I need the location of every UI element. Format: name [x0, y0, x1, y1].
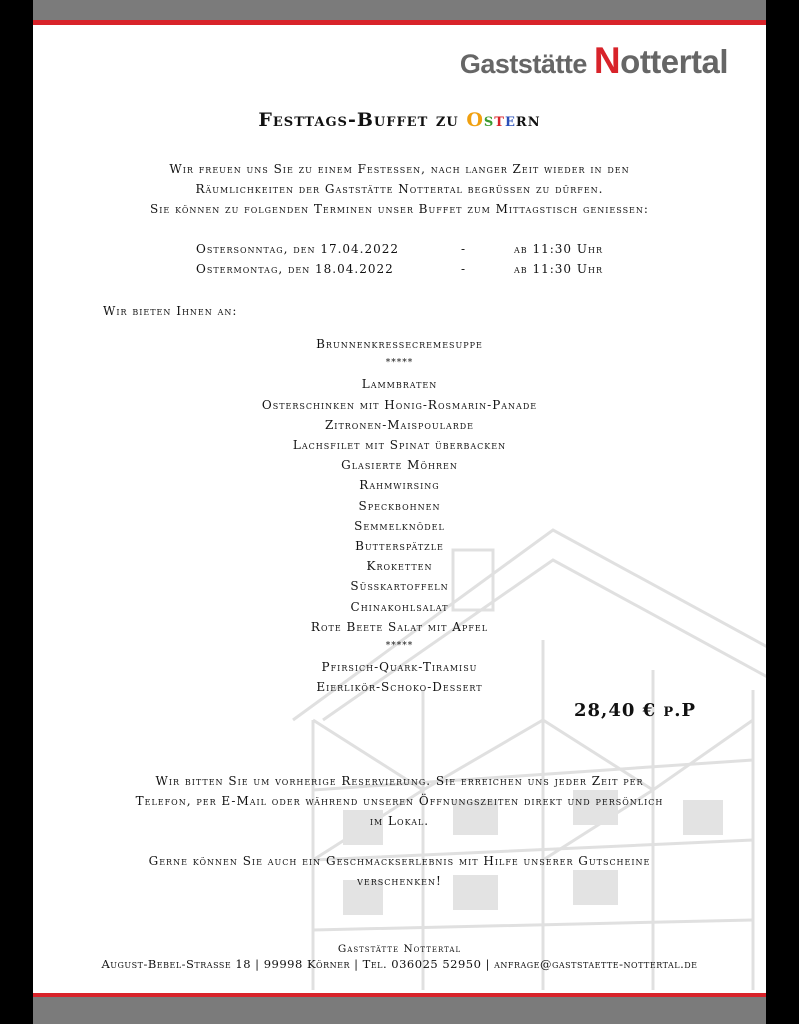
menu-item: Chinakohlsalat — [350, 600, 449, 614]
footer-business-name: Gaststätte Nottertal — [337, 943, 462, 955]
menu-item: Semmelknödel — [354, 519, 445, 533]
reservation-line: im Lokal. — [369, 814, 430, 828]
menu-item: Lachsfilet mit Spinat überbacken — [292, 438, 507, 452]
date-day: Ostersonntag, den 17.04.2022 — [196, 242, 400, 256]
intro-line: Wir freuen uns Sie zu einem Festessen, nach langer Zeit wieder in den — [169, 162, 630, 176]
menu-item: Osterschinken mit Honig-Rosmarin-Panade — [261, 398, 538, 412]
menu-item: Brunnenkressecremesuppe — [316, 337, 483, 351]
menu-item: Rote Beete Salat mit Apfel — [310, 620, 489, 634]
brand-logo: Gaststätte Nottertal — [459, 40, 728, 81]
date-time: ab 11:30 Uhr — [514, 262, 603, 276]
menu-item: Glasierte Möhren — [341, 458, 458, 472]
top-red-stripe — [33, 20, 766, 25]
reservation-line: Telefon, per E-Mail oder während unseren Öffnungszeiten direkt und persönlich — [135, 794, 664, 808]
bottom-gray-bar — [33, 997, 766, 1024]
footer-address: August-Bebel-Strasse 18 | 99998 Körner | Tel. 036025 52950 | anfrage@gaststaette-nottertal.de — [101, 957, 698, 971]
menu-item: Lammbraten — [361, 377, 438, 391]
voucher-line: verschenken! — [357, 874, 442, 888]
date-time: ab 11:30 Uhr — [514, 242, 603, 256]
menu-item: Eierlikör-Schoko-Dessert — [316, 680, 483, 694]
page-title: Festtags-Buffet zu Ostern — [258, 109, 541, 131]
voucher-line: Gerne können Sie auch ein Geschmackserlebnis mit Hilfe unserer Gutscheine — [148, 854, 651, 868]
menu-separator: ***** — [385, 358, 414, 368]
menu-item: Zitronen-Maispoularde — [324, 418, 475, 432]
intro-line: Räumlichkeiten der Gaststätte Nottertal begrüssen zu dürfen. — [195, 182, 604, 196]
menu-item: Rahmwirsing — [359, 478, 440, 492]
menu-item: Pfirsich-Quark-Tiramisu — [321, 660, 478, 674]
top-gray-bar — [33, 0, 766, 20]
price: 28,40 € p.P — [574, 700, 696, 721]
intro-line: Sie können zu folgenden Terminen unser Buffet zum Mittagstisch geniessen: — [150, 202, 649, 216]
offer-label: Wir bieten Ihnen an: — [103, 304, 238, 318]
menu-document — [33, 0, 766, 1024]
menu-item: Kroketten — [366, 559, 433, 573]
menu-item: Speckbohnen — [358, 499, 441, 513]
date-separator: - — [461, 242, 467, 256]
date-separator: - — [461, 262, 467, 276]
date-day: Ostermontag, den 18.04.2022 — [196, 262, 394, 276]
menu-item: Butterspätzle — [355, 539, 444, 553]
menu-item: Süsskartoffeln — [350, 579, 449, 593]
menu-separator: ***** — [385, 641, 414, 651]
reservation-line: Wir bitten Sie um vorherige Reservierung. Sie erreichen uns jeder Zeit per — [155, 774, 644, 788]
